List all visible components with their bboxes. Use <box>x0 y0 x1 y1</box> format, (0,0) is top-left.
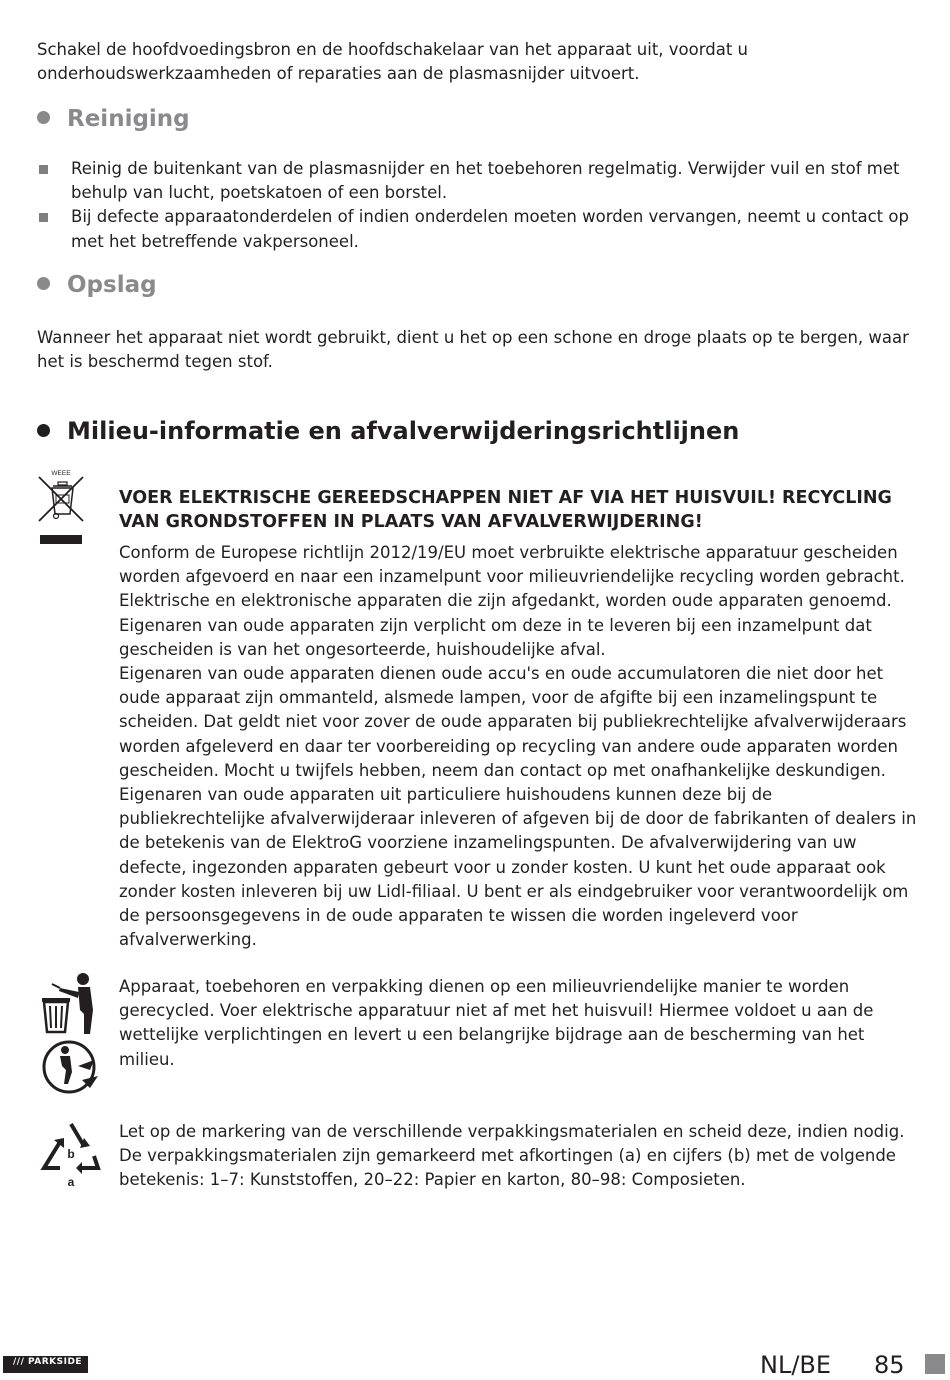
intro-paragraph: Schakel de hoofdvoedingsbron en de hoofdschakelaar van het apparaat uit, voordat u onderhoudswerkzaamheden of reparaties aan de plasmasnijder uitvoert. <box>37 40 748 84</box>
packaging-recycle-icon <box>40 1120 102 1190</box>
opslag-paragraph: Wanneer het apparaat niet wordt gebruikt, dient u het op een schone en droge plaats op te bergen, waar het is beschermd tegen stof. <box>37 328 909 372</box>
footer-marker <box>925 1354 945 1374</box>
heading-text: Reiniging <box>67 106 190 132</box>
section-heading-opslag <box>37 271 157 299</box>
square-bullet-icon <box>39 213 48 222</box>
weee-label: WEEE <box>51 470 71 477</box>
list-item-text: Bij defecte apparaatonderdelen of indien onderdelen moeten worden vervangen, neemt u contact op met het betreffende vakpersoneel. <box>71 207 909 251</box>
list-item <box>37 157 917 205</box>
footer-language: NL/BE <box>760 1351 832 1379</box>
bullet-dot-icon <box>37 424 50 437</box>
square-bullet-icon <box>39 165 48 174</box>
dispose-properly-icon <box>38 970 104 1096</box>
owners-paragraph: Eigenaren van oude apparaten dienen oude accu's en oude accumulatoren die niet door het oude apparaat zijn ommanteld, alsmede lampen, voor de afgifte bij een inzamelingspunt te scheiden. Dat geldt niet voor zover de oude apparaten bij publiekrechtelijke afvalverwijderaars worden afgeleverd en daar ter voorbereiding op recycling van andere oude apparaten worden gescheiden. Mocht u twijfels hebben, neem dan contact op met onafhankelijke deskundigen. Eigenaren van oude apparaten uit particuliere huishoudens kunnen deze bij de publiekrechtelijke afvalverwijderaar inleveren of afgeven bij de door de fabrikanten of dealers in de betekenis van de ElektroG voorziene inzamelingspunten. De afvalverwijdering van uw defecte, ingezonden apparaten gebeurt voor u zonder kosten. U kunt het oude apparaat ook zonder kosten inleveren bij uw Lidl-filiaal. U bent er als eindgebruiker voor verantwoordelijk om de persoonsgegevens in de oude apparaten te wissen die worden ingeleverd voor afvalverwerking. <box>119 664 917 950</box>
weee-crossed-bin-icon <box>36 468 86 548</box>
recycle-b-label: b <box>67 1147 75 1161</box>
recycle-paragraph: Apparaat, toebehoren en verpakking dienen op een milieuvriendelijke manier te worden gerecycled. Voer elektrische apparatuur niet af met het huisvuil! Hiermee voldoet u aan de wettelijke verplichtingen en levert u een belangrijke bijdrage aan de bescherming van het milieu. <box>119 977 874 1069</box>
page-number: 85 <box>874 1351 905 1379</box>
weee-warning: VOER ELEKTRISCHE GEREEDSCHAPPEN NIET AF VIA HET HUISVUIL! RECYCLING VAN GRONDSTOFFEN IN PLAATS VAN AFVALVERWIJDERING! <box>119 487 892 532</box>
list-item-text: Reinig de buitenkant van de plasmasnijder en het toebehoren regelmatig. Verwijder vuil en stof met behulp van lucht, poetskatoen of een borstel. <box>71 159 900 203</box>
reiniging-list <box>37 157 917 254</box>
recycle-a-label: a <box>67 1175 75 1189</box>
section-heading-milieu <box>37 416 739 446</box>
heading-text: Opslag <box>67 272 157 298</box>
directive-paragraph: Conform de Europese richtlijn 2012/19/EU moet verbruikte elektrische apparatuur gescheiden worden afgevoerd en naar een inzamelpunt voor milieuvriendelijke recycling worden gebracht. Elektrische en elektronische apparaten die zijn afgedankt, worden oude apparaten genoemd. Eigenaren van oude apparaten zijn verplicht om deze in te leveren bij een inzamelpunt dat gescheiden is van het ongesorteerde, huishoudelijke afval. <box>119 543 905 659</box>
heading-text: Milieu-informatie en afvalverwijderingsrichtlijnen <box>67 417 740 445</box>
parkside-logo: /// PARKSIDE <box>3 1356 88 1373</box>
list-item <box>37 205 917 253</box>
bullet-dot-icon <box>37 111 50 124</box>
section-heading-reiniging <box>37 105 190 133</box>
packaging-paragraph: Let op de markering van de verschillende verpakkingsmaterialen en scheid deze, indien nodig. De verpakkingsmaterialen zijn gemarkeerd met afkortingen (a) en cijfers (b) met de volgende betekenis: 1–7: Kunststoffen, 20–22: Papier en karton, 80–98: Composieten. <box>119 1122 905 1190</box>
bullet-dot-icon <box>37 277 50 290</box>
